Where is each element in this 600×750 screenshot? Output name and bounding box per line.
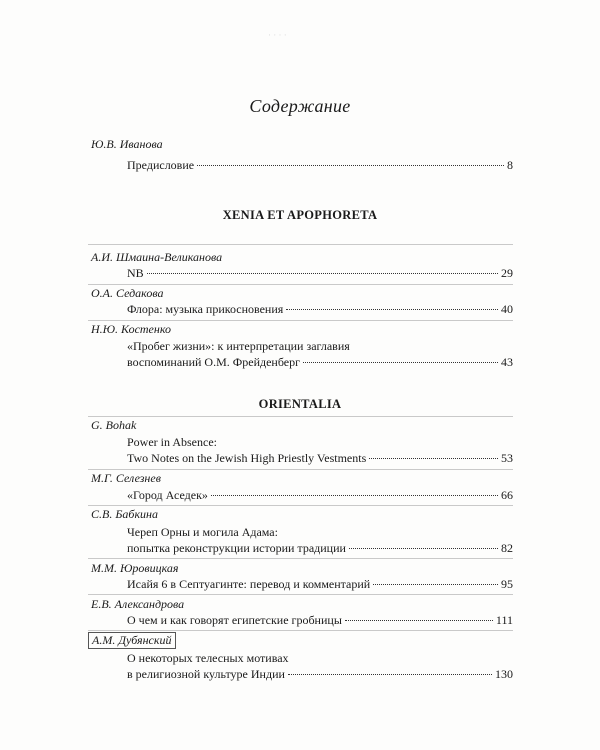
entry-title: «Город Аседек» <box>127 488 208 502</box>
divider <box>88 320 513 321</box>
page-number: 82 <box>501 541 513 555</box>
divider <box>88 594 513 595</box>
entry-title: в религиозной культуре Индии <box>127 667 285 681</box>
toc-entry[interactable] <box>127 451 513 466</box>
entry-author: Е.В. Александрова <box>91 597 185 611</box>
page-number: 40 <box>501 302 513 316</box>
entry-title: воспоминаний О.М. Фрейденберг <box>127 355 301 369</box>
dot-leader <box>197 165 504 166</box>
entry-title: Флора: музыка прикосновения <box>127 302 284 316</box>
entry-title: О чем и как говорят египетские гробницы <box>127 613 342 627</box>
divider <box>88 284 513 285</box>
page-number: 66 <box>501 488 513 502</box>
divider <box>88 244 513 245</box>
divider <box>88 416 513 417</box>
dot-leader <box>373 584 498 585</box>
entry-title: Предисловие <box>127 158 195 172</box>
page-number: 130 <box>495 667 513 681</box>
section-heading-xenia: XENIA ET APOPHORETA <box>222 208 378 222</box>
entry-title: Исайя 6 в Септуагинте: перевод и комментарий <box>127 577 371 591</box>
divider <box>88 469 513 470</box>
entry-author: Н.Ю. Костенко <box>91 322 171 336</box>
bleed-through-mark: · · · · <box>268 30 287 40</box>
entry-author-highlighted[interactable]: А.М. Дубянский <box>88 632 176 649</box>
dot-leader <box>147 273 498 274</box>
toc-entry[interactable] <box>127 266 513 281</box>
toc-entry[interactable] <box>127 613 513 628</box>
dot-leader <box>345 620 493 621</box>
entry-title: попытка реконструкции истории традиции <box>127 541 346 555</box>
page-number: 8 <box>507 158 513 172</box>
divider <box>88 505 513 506</box>
entry-title-line: Череп Орны и могила Адама: <box>127 525 278 539</box>
toc-entry[interactable] <box>127 667 513 682</box>
entry-author: О.А. Седакова <box>91 286 164 300</box>
toc-entry[interactable] <box>127 158 513 173</box>
entry-author: А.И. Шмаина-Великанова <box>91 250 223 264</box>
dot-leader <box>288 674 492 675</box>
entry-title-line: О некоторых телесных мотивах <box>127 651 289 665</box>
dot-leader <box>303 362 498 363</box>
entry-author: Ю.В. Иванова <box>91 137 163 151</box>
section-heading-orientalia: ORIENTALIA <box>258 397 342 411</box>
divider <box>88 630 513 631</box>
entry-title-line: Power in Absence: <box>127 435 217 449</box>
entry-author: М.Г. Селезнев <box>91 471 161 485</box>
divider <box>88 558 513 559</box>
page-number: 111 <box>495 613 513 627</box>
page-number: 53 <box>501 451 513 465</box>
page-number: 95 <box>501 577 513 591</box>
toc-entry[interactable] <box>127 302 513 317</box>
entry-title-line: «Пробег жизни»: к интерпретации заглавия <box>127 339 350 353</box>
toc-entry[interactable] <box>127 355 513 370</box>
entry-title: Two Notes on the Jewish High Priestly Vestments <box>127 451 367 465</box>
dot-leader <box>369 458 498 459</box>
entry-author: G. Bohak <box>91 418 137 432</box>
entry-author: М.М. Юровицкая <box>91 561 179 575</box>
dot-leader <box>286 309 498 310</box>
toc-entry[interactable] <box>127 577 513 592</box>
page-title: Содержание <box>249 96 351 116</box>
page-number: 29 <box>501 266 513 280</box>
toc-entry[interactable] <box>127 541 513 556</box>
entry-title: NB <box>127 266 144 280</box>
entry-author: С.В. Бабкина <box>91 507 159 521</box>
toc-entry[interactable] <box>127 488 513 503</box>
dot-leader <box>349 548 498 549</box>
dot-leader <box>211 495 498 496</box>
page-number: 43 <box>501 355 513 369</box>
